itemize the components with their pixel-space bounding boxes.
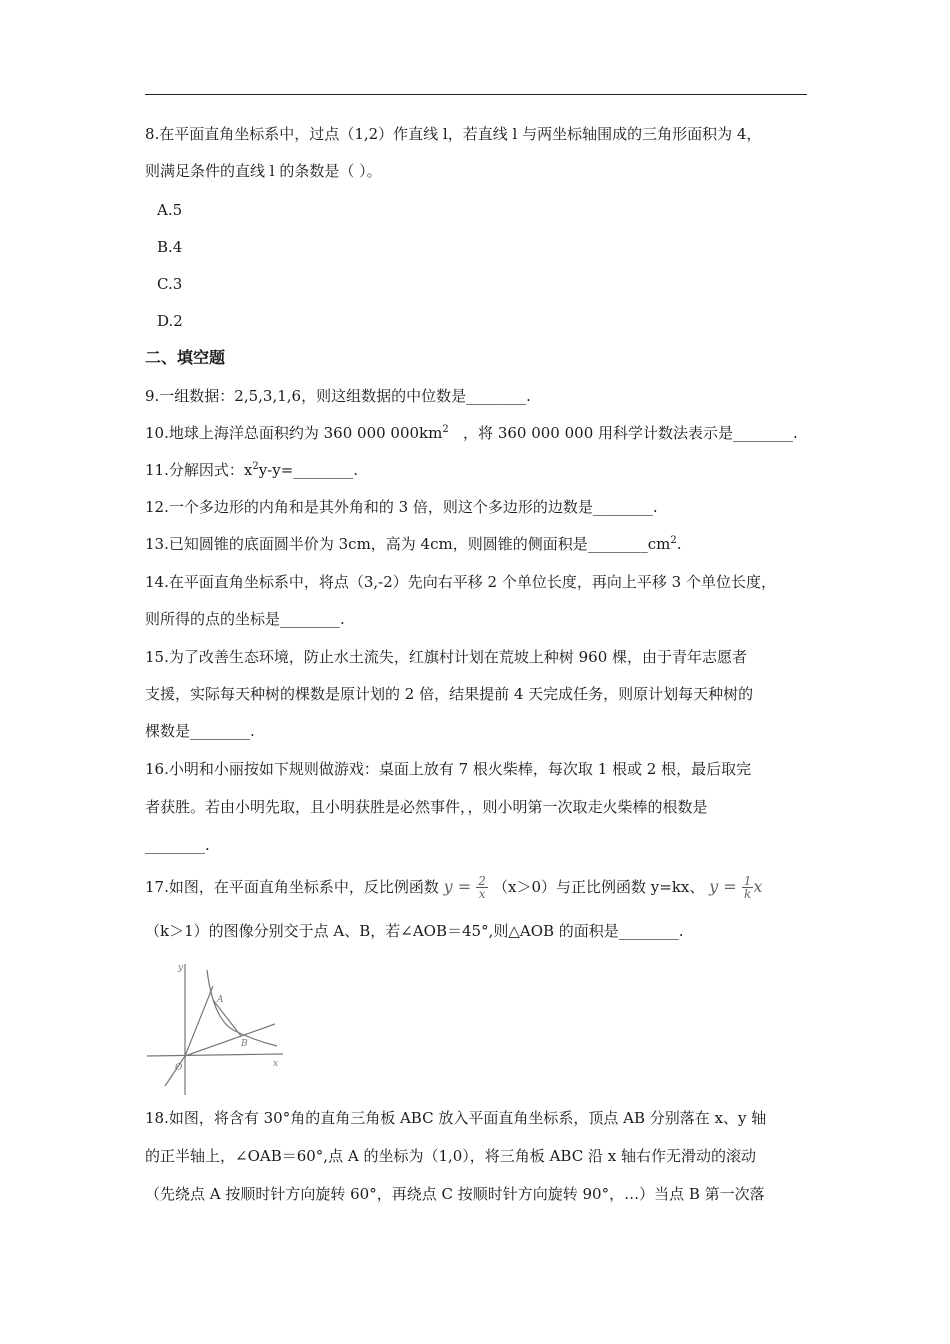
q10-text: 10.地球上海洋总面积约为 360 000 000km xyxy=(145,424,443,442)
line-y-kx xyxy=(185,986,213,1056)
q11 xyxy=(145,460,358,480)
q16-line-3: ________. xyxy=(145,836,210,854)
q17-f2-den: k xyxy=(743,887,752,901)
q18-line-3: （先绕点 A 按顺时针方向旋转 60°，再绕点 C 按顺时针方向旋转 90°，…）当点 B 第一次落 xyxy=(145,1185,765,1203)
q17-f2-fraction xyxy=(742,875,754,900)
q8-option-c: C.3 xyxy=(157,275,183,293)
q17-f2-lhs: y = xyxy=(709,877,737,896)
q15-line-1: 15.为了改善生态环境，防止水土流失，红旗村计划在荒坡上种树 960 棵，由于青年志愿者 xyxy=(145,648,748,666)
section-heading: 二、填空题 xyxy=(145,348,226,367)
q9: 9.一组数据：2,5,3,1,6，则这组数据的中位数是________. xyxy=(145,387,531,405)
q10 xyxy=(145,423,798,443)
q10-sup: 2 xyxy=(442,424,449,435)
q17-text: 17.如图，在平面直角坐标系中，反比例函数 xyxy=(145,878,439,896)
q18-line-1: 18.如图，将含有 30°角的直角三角板 ABC 放入平面直角坐标系，顶点 AB 分别落在 x、y 轴 xyxy=(145,1109,767,1127)
q13-text: 13.已知圆锥的底面圆半价为 3cm，高为 4cm，则圆锥的侧面积是________cm xyxy=(145,535,671,553)
q17-f1-fraction xyxy=(476,875,488,900)
q13-text-end: . xyxy=(676,535,682,553)
q11-sup: 2 xyxy=(252,461,259,472)
q12: 12.一个多边形的内角和是其外角和的 3 倍，则这个多边形的边数是________. xyxy=(145,498,658,516)
q17-graph xyxy=(145,958,285,1096)
q18-line-2: 的正半轴上，∠OAB＝60°,点 A 的坐标为（1,0），将三角板 ABC 沿 x 轴右作无滑动的滚动 xyxy=(145,1147,756,1165)
q17-line-2: （k＞1）的图像分别交于点 A、B，若∠AOB＝45°,则△AOB 的面积是________. xyxy=(145,922,684,940)
q17-f2-num: 1 xyxy=(743,874,752,888)
q11-text-end: y-y=________. xyxy=(258,461,359,479)
label-a: A xyxy=(217,995,224,1005)
header-rule xyxy=(145,94,807,95)
label-x: x xyxy=(273,1059,279,1069)
label-y: y xyxy=(178,963,184,973)
q11-text: 11.分解因式：x xyxy=(145,461,253,479)
q10-text-end: ，将 360 000 000 用科学计数法表示是________. xyxy=(448,424,798,442)
q17-formula-linear xyxy=(709,874,763,901)
label-b: B xyxy=(241,1039,248,1049)
q16-line-2: 者获胜。若由小明先取，且小明获胜是必然事件，，则小明第一次取走火柴棒的根数是 xyxy=(145,798,708,816)
q17-f1-den: x xyxy=(478,887,486,901)
q8-line-1: 8.在平面直角坐标系中，过点（1,2）作直线 l，若直线 l 与两坐标轴围成的三角形面积为 4， xyxy=(145,125,762,143)
q8-option-b: B.4 xyxy=(157,238,183,256)
q13 xyxy=(145,534,682,554)
q8-line-2: 则满足条件的直线 l 的条数是（ ）。 xyxy=(145,162,382,180)
q13-sup: 2 xyxy=(670,535,677,546)
q8-option-a: A.5 xyxy=(157,201,183,219)
q17-f1-lhs: y = xyxy=(443,877,472,896)
q14-line-1: 14.在平面直角坐标系中，将点（3,-2）先向右平移 2 个单位长度，再向上平移 3 个单位长度， xyxy=(145,573,776,591)
q15-line-2: 支援，实际每天种树的棵数是原计划的 2 倍，结果提前 4 天完成任务，则原计划每天种树的 xyxy=(145,685,754,703)
x-axis xyxy=(147,1054,283,1056)
q14-line-2: 则所得的点的坐标是________. xyxy=(145,610,345,628)
line-y-x-over-k xyxy=(185,1024,275,1056)
q16-line-1: 16.小明和小丽按如下规则做游戏：桌面上放有 7 根火柴棒，每次取 1 根或 2 根，最后取完 xyxy=(145,760,752,778)
q17-line-1 xyxy=(145,874,762,900)
hyperbola-curve xyxy=(207,970,277,1046)
segment-ab xyxy=(213,1000,241,1036)
q8-option-d: D.2 xyxy=(157,312,183,330)
label-o: O xyxy=(175,1063,183,1073)
q17-f2-rhs: x xyxy=(753,877,763,896)
q17-f1-num: 2 xyxy=(478,874,486,888)
q17-text-mid: （x＞0）与正比例函数 y=kx、 xyxy=(493,878,705,896)
q17-formula-inverse xyxy=(443,874,493,901)
q15-line-3: 棵数是________. xyxy=(145,722,255,740)
